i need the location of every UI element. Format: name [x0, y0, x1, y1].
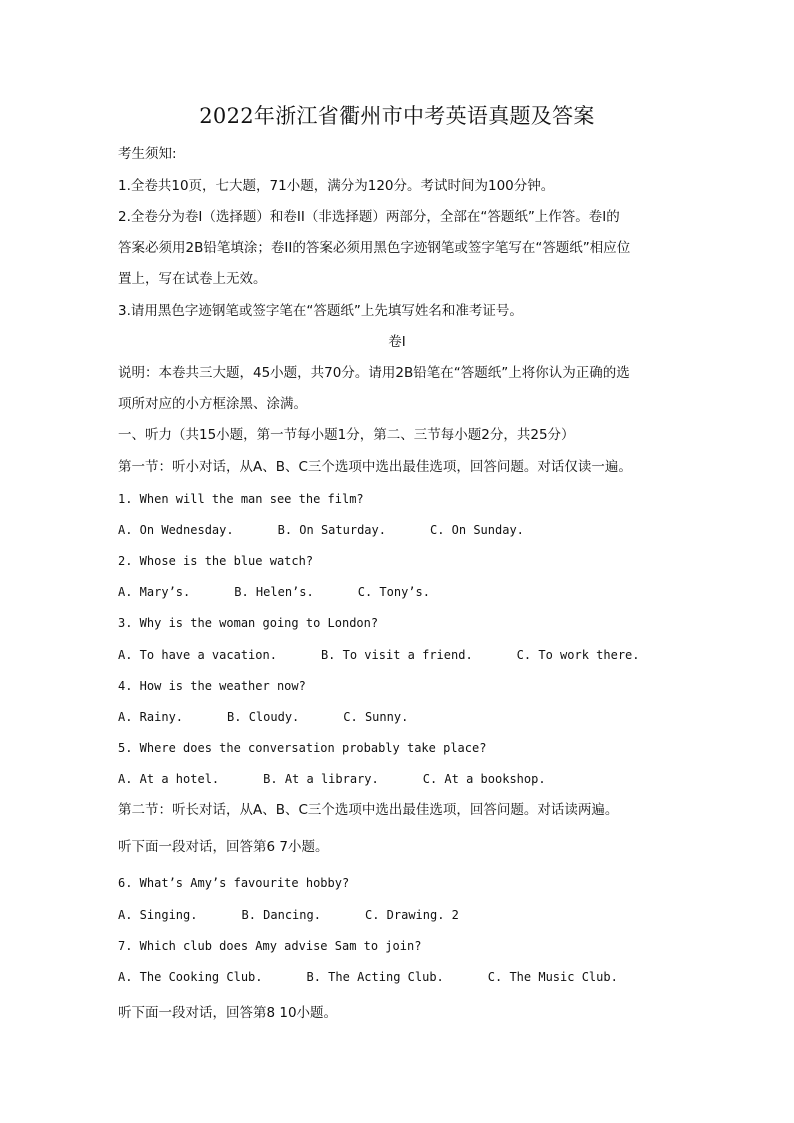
question: 1. When will the man see the film?: [118, 492, 364, 506]
options-row: [118, 521, 524, 539]
options-row: [118, 708, 408, 726]
option-a: A. Mary’s.: [118, 585, 191, 599]
question: 7. Which club does Amy advise Sam to join?: [118, 939, 422, 953]
question: 6. What’s Amy’s favourite hobby?: [118, 876, 350, 890]
part-heading: 第一节：听小对话，从A、B、C三个选项中选出最佳选项，回答问题。对话仅读一遍。: [118, 459, 632, 475]
notice-line: 置上，写在试卷上无效。: [118, 271, 267, 287]
option-c: C. Tony’s.: [357, 585, 430, 599]
options-row: [118, 770, 546, 788]
options-row: [118, 968, 618, 986]
instruction-line: 项所对应的小方框涂黑、涂满。: [118, 396, 307, 412]
option-c: C. To work there.: [516, 648, 640, 662]
option-a: A. Rainy.: [118, 710, 184, 724]
notice-line: 3.请用黑色字迹钢笔或签字笔在“答题纸”上先填写姓名和准考证号。: [118, 303, 523, 319]
dialog-instruction: 听下面一段对话，回答第6 7小题。: [118, 839, 329, 855]
options-row: [118, 646, 640, 664]
dialog-instruction: 听下面一段对话，回答第8 10小题。: [118, 1005, 338, 1021]
option-c: C. Drawing. 2: [364, 908, 459, 922]
options-row: [118, 583, 430, 601]
option-b: B. On Saturday.: [277, 523, 386, 537]
option-b: B. To visit a friend.: [320, 648, 473, 662]
option-b: B. Cloudy.: [227, 710, 300, 724]
section-heading: 一、听力（共15小题，第一节每小题1分，第二、三节每小题2分，共25分）: [118, 427, 575, 443]
option-c: C. On Sunday.: [429, 523, 524, 537]
volume-heading: 卷I: [388, 334, 406, 350]
part-heading: 第二节：听长对话，从A、B、C三个选项中选出最佳选项，回答问题。对话读两遍。: [118, 802, 619, 818]
option-c: C. At a bookshop.: [422, 772, 546, 786]
question: 5. Where does the conversation probably take place?: [118, 741, 487, 755]
option-b: B. Helen’s.: [234, 585, 314, 599]
option-b: B. At a library.: [263, 772, 379, 786]
notice-line: 答案必须用2B铅笔填涂；卷II的答案必须用黑色字迹钢笔或签字笔写在“答题纸”相应位: [118, 240, 631, 256]
option-a: A. At a hotel.: [118, 772, 220, 786]
page-title: 2022年浙江省衢州市中考英语真题及答案: [199, 104, 595, 128]
question: 3. Why is the woman going to London?: [118, 616, 379, 630]
option-a: A. On Wednesday.: [118, 523, 234, 537]
option-a: A. The Cooking Club.: [118, 970, 263, 984]
option-b: B. The Acting Club.: [306, 970, 444, 984]
option-c: C. The Music Club.: [487, 970, 618, 984]
question: 4. How is the weather now?: [118, 679, 306, 693]
option-c: C. Sunny.: [343, 710, 409, 724]
option-a: A. Singing.: [118, 908, 198, 922]
notice-heading: 考生须知:: [118, 146, 177, 162]
instruction-line: 说明：本卷共三大题，45小题，共70分。请用2B铅笔在“答题纸”上将你认为正确的选: [118, 365, 630, 381]
notice-line: 1.全卷共10页，七大题，71小题，满分为120分。考试时间为100分钟。: [118, 178, 555, 194]
notice-line: 2.全卷分为卷I（选择题）和卷II（非选择题）两部分，全部在“答题纸”上作答。卷I的: [118, 209, 620, 225]
question: 2. Whose is the blue watch?: [118, 554, 314, 568]
options-row: [118, 906, 459, 924]
option-a: A. To have a vacation.: [118, 648, 277, 662]
option-b: B. Dancing.: [241, 908, 321, 922]
